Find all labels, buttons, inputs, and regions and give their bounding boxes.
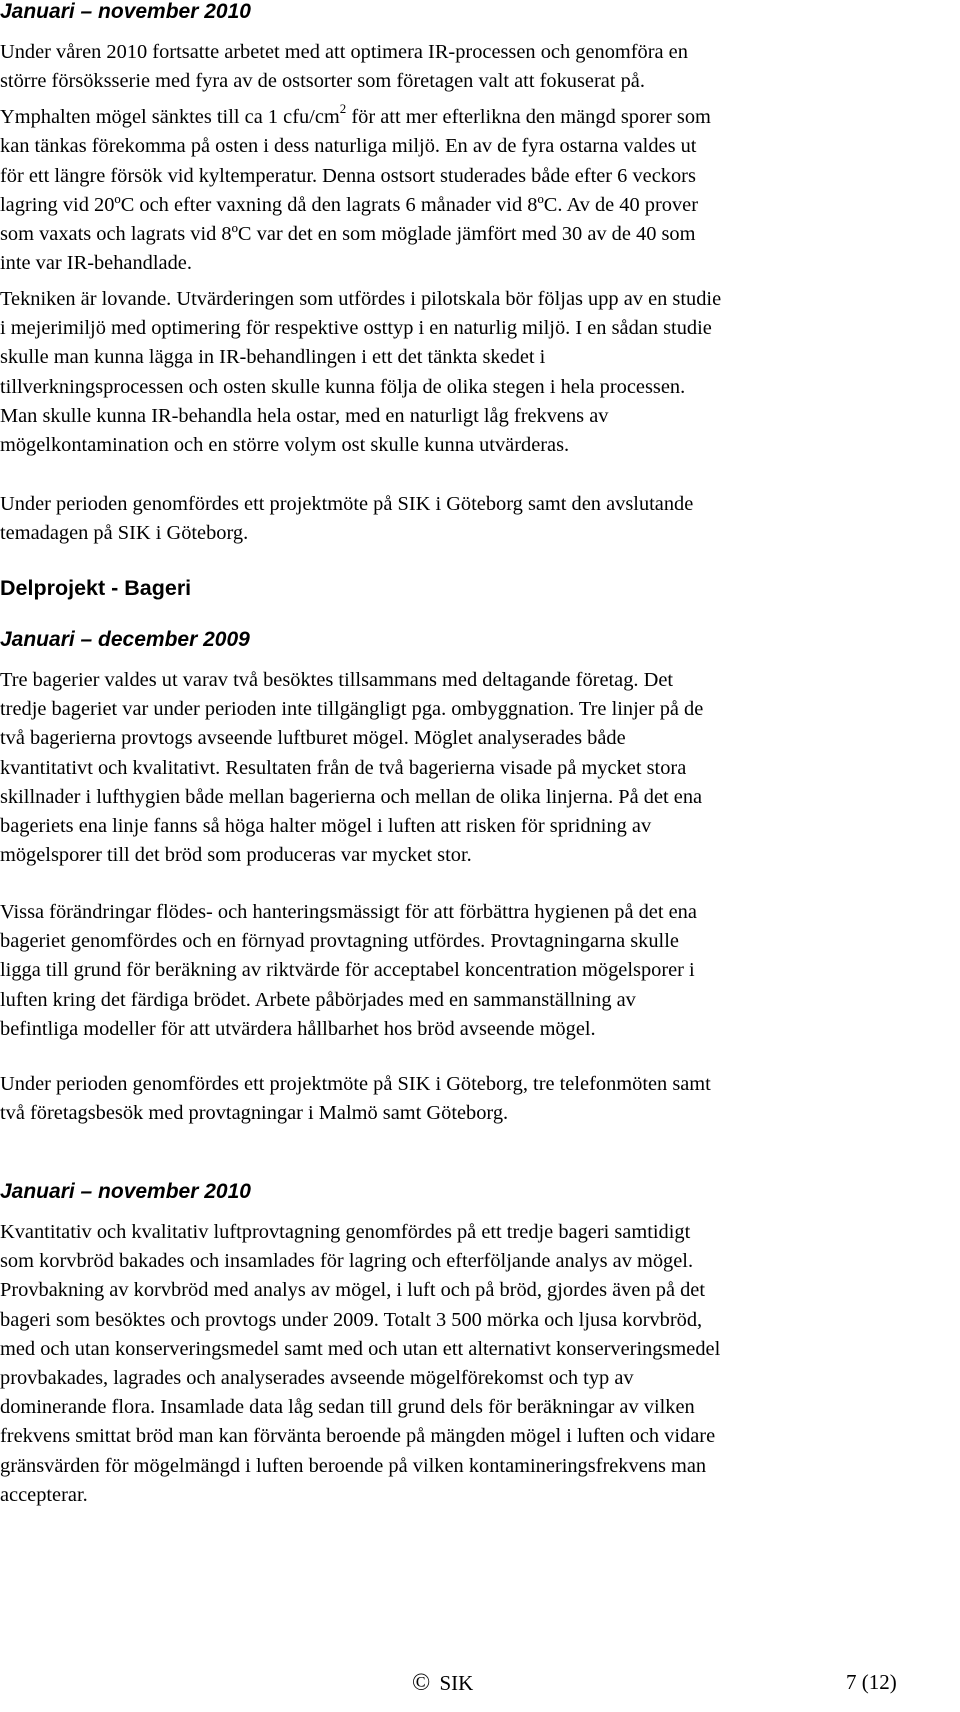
text-line: inte var IR-behandlade. (0, 252, 192, 275)
paragraph (0, 666, 703, 870)
text-line: Kvantitativ och kvalitativ luftprovtagning genomfördes på ett tredje bageri samtidigt (0, 1221, 691, 1243)
paragraph (0, 1070, 711, 1128)
text-line (0, 96, 711, 132)
text-line: gränsvärden för mögelmängd i luften beroende på vilken kontamineringsfrekvens man (0, 1454, 707, 1477)
paragraph (0, 285, 721, 460)
text-line: kvantitativt och kvalitativt. Resultaten från de två bagerierna visade på mycket stora (0, 756, 687, 779)
text-line: frekvens smittat bröd man kan förvänta beroende på mängden mögel i luften och vidare (0, 1425, 716, 1448)
text-line: Vissa förändringar flödes- och hanteringsmässigt för att förbättra hygienen på det ena (0, 901, 697, 923)
text-line: för ett längre försök vid kyltemperatur. Denna ostsort studerades både efter 6 veckors (0, 164, 696, 187)
text-line: som korvbröd bakades och insamlades för lagring och efterföljande analys av mögel. (0, 1250, 694, 1273)
text-line: i mejerimiljö med optimering för respektive osttyp i en naturlig miljö. I en sådan studie (0, 317, 712, 340)
text-line: bageriet genomfördes och en förnyad provtagning utfördes. Provtagningarna skulle (0, 930, 679, 953)
text-line: två företagsbesök med provtagningar i Malmö samt Göteborg. (0, 1102, 509, 1125)
footer-copyright (412, 1670, 473, 1697)
text-line: Tekniken är lovande. Utvärderingen som utfördes i pilotskala bör följas upp av en studie (0, 288, 722, 310)
text-line: lagring vid 20ºC och efter vaxning då den lagrats 6 månader vid 8ºC. Av de 40 prover (0, 193, 698, 216)
paragraph (0, 490, 693, 548)
text-line: luften kring det färdiga brödet. Arbete påbörjades med en sammanställning av (0, 988, 636, 1011)
footer-org: SIK (439, 1671, 474, 1695)
text-line: större försöksserie med fyra av de ostsorter som företagen valt att fokuserat på. (0, 70, 645, 93)
text-line: accepterar. (0, 1483, 88, 1506)
text-line: temadagen på SIK i Göteborg. (0, 522, 249, 545)
text-line: Tre bagerier valdes ut varav två besöktes tillsammans med deltagande företag. Det (0, 669, 674, 691)
text-line: bageriets ena linje fanns så höga halter mögel i luften att risken för spridning av (0, 815, 652, 838)
text-line: befintliga modeller för att utvärdera hållbarhet hos bröd avseende mögel. (0, 1017, 596, 1040)
text-line: tillverkningsprocessen och osten skulle kunna följa de olika stegen i hela processen. (0, 375, 686, 398)
text-line: två bagerierna provtogs avseende luftburet mögel. Möglet analyserades både (0, 727, 626, 750)
text-line: skulle man kunna lägga in IR-behandlingen i ett det tänkta skedet i (0, 346, 546, 369)
text-line: Under våren 2010 fortsatte arbetet med att optimera IR-processen och genomföra en (0, 41, 688, 63)
paragraph (0, 1218, 720, 1510)
section-heading: Januari – december 2009 (0, 628, 250, 651)
text-line: med och utan konserveringsmedel samt med och utan ett alternativt konserveringsmedel (0, 1337, 721, 1360)
section-heading: Januari – november 2010 (0, 0, 251, 23)
text-span: Ymphalten mögel sänktes till ca 1 cfu/cm (0, 106, 340, 129)
delprojekt-heading: Delprojekt - Bageri (0, 576, 192, 600)
text-line: skillnader i lufthygien både mellan bagerierna och mellan de olika linjerna. På det ena (0, 785, 703, 808)
text-line: tredje bageriet var under perioden inte tillgängligt pga. ombyggnation. Tre linjer på de (0, 698, 704, 721)
copyright-icon: © (412, 1670, 431, 1696)
paragraph (0, 38, 711, 278)
paragraph (0, 898, 697, 1044)
text-line: provbakades, lagrades och analyserades avseende mögelförekomst och typ av (0, 1367, 634, 1390)
text-line: mögelkontamination och en större volym ost skulle kunna utvärderas. (0, 434, 570, 457)
text-line: bageri som besöktes och provtogs under 2009. Totalt 3 500 mörka och ljusa korvbröd, (0, 1308, 703, 1331)
page-number: 7 (12) (846, 1670, 897, 1694)
text-line: Man skulle kunna IR-behandla hela ostar, med en naturligt låg frekvens av (0, 404, 609, 427)
superscript: 2 (339, 101, 347, 117)
text-span: för att mer efterlikna den mängd sporer som (346, 106, 711, 129)
text-line: dominerande flora. Insamlade data låg sedan till grund dels för beräkningar av vilken (0, 1396, 695, 1419)
text-line: ligga till grund för beräkning av riktvärde för acceptabel koncentration mögelsporer i (0, 959, 695, 982)
text-line: kan tänkas förekomma på osten i dess naturliga miljö. En av de fyra ostarna valdes ut (0, 135, 697, 158)
text-line: mögelsporer till det bröd som produceras var mycket stor. (0, 844, 472, 867)
text-line: Under perioden genomfördes ett projektmöte på SIK i Göteborg, tre telefonmöten samt (0, 1073, 711, 1095)
text-line: som vaxats och lagrats vid 8ºC var det en som möglade jämfört med 30 av de 40 som (0, 223, 696, 246)
text-line: Provbakning av korvbröd med analys av mögel, i luft och på bröd, gjordes även på det (0, 1279, 706, 1302)
section-heading: Januari – november 2010 (0, 1180, 251, 1203)
text-line: Under perioden genomfördes ett projektmöte på SIK i Göteborg samt den avslutande (0, 493, 694, 515)
